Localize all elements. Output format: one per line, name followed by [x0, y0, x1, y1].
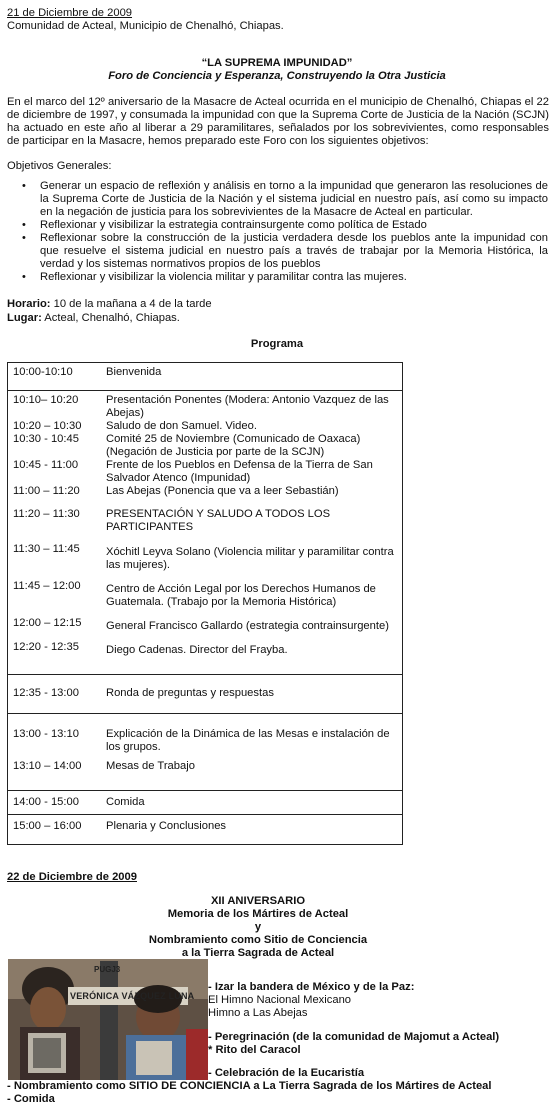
lugar-label: Lugar: — [7, 312, 42, 324]
objective-text: Reflexionar sobre la construcción de la justicia verdadera desde los pueblos ante la impunidad con que resuelve el sistema judicial en nuestro país a través de trabajar por la Memoria Histórica, la verdad y los sistemas normativos propios de los pueblos — [40, 232, 548, 270]
event-item: - Nombramiento como SITIO DE CONCIENCIA a La Tierra Sagrada de los Mártires de Acteal — [7, 1080, 492, 1092]
activity-cell: Diego Cadenas. Director del Frayba. — [106, 644, 288, 656]
objective-text: Generar un espacio de reflexión y análisis en torno a la impunidad que generaron las resoluciones de la Suprema Corte de Justicia de la Nación y el sistema judicial en nuestro país, así como su impacto en la negación de justicia para los sobrevivientes de la Masacre de Acteal en particular. — [40, 180, 548, 218]
activity-cell: Comité 25 de Noviembre (Comunicado de Oaxaca) (Negación de Justicia por parte de la SCJN) — [106, 433, 361, 458]
time-cell: 15:00 – 16:00 — [13, 820, 82, 832]
objective-text: Reflexionar y visibilizar la estrategia contrainsurgente como política de Estado — [40, 219, 427, 231]
time-cell: 11:30 – 11:45 — [13, 543, 80, 555]
event-item: - Celebración de la Eucaristía — [208, 1067, 365, 1079]
activity-cell: Las Abejas (Ponencia que va a leer Sebastián) — [106, 485, 339, 497]
time-cell: 10:10– 10:20 — [13, 394, 79, 406]
activity-cell: Xóchitl Leyva Solano (Violencia militar y paramilitar contra las mujeres). — [106, 546, 394, 571]
bullet-icon: • — [22, 219, 26, 231]
event-item: - Comida — [7, 1093, 55, 1105]
program-table — [7, 362, 403, 845]
bullet-icon: • — [22, 180, 26, 192]
photo-caption: VERÓNICA VÁZQUEZ LUNA — [70, 991, 195, 1001]
date-heading: 21 de Diciembre de 2009 — [7, 7, 133, 19]
activity-cell: Explicación de la Dinámica de las Mesas e instalación de los grupos. — [106, 728, 390, 753]
horario-label: Horario: — [7, 298, 51, 310]
time-cell: 13:10 – 14:00 — [13, 760, 82, 772]
activity-cell: Presentación Ponentes (Modera: Antonio Vazquez de las Abejas) — [106, 394, 389, 419]
time-cell: 10:45 - 11:00 — [13, 459, 79, 471]
time-cell: 13:00 - 13:10 — [13, 728, 79, 740]
time-cell: 10:00-10:10 — [13, 366, 73, 378]
anniversary-title-line: XII ANIVERSARIO — [210, 895, 306, 907]
forum-subtitle: Foro de Conciencia y Esperanza, Construyendo la Otra Justicia — [108, 70, 446, 82]
date-heading-2: 22 de Diciembre de 2009 — [7, 871, 137, 883]
table-row — [8, 815, 403, 845]
anniversary-title-line: Nombramiento como Sitio de Conciencia — [148, 934, 368, 946]
event-item: * Rito del Caracol — [208, 1044, 301, 1056]
horario-line — [7, 298, 212, 311]
event-item: - Izar la bandera de México y de la Paz: — [208, 981, 415, 993]
bullet-icon: • — [22, 271, 26, 283]
time-cell: 12:20 - 12:35 — [13, 641, 79, 653]
time-cell: 14:00 - 15:00 — [13, 796, 79, 808]
time-cell: 11:00 – 11:20 — [13, 485, 80, 497]
activity-cell: Centro de Acción Legal por los Derechos Humanos de Guatemala. (Trabajo por la Memoria Histórica) — [106, 583, 376, 608]
table-row — [8, 791, 403, 815]
time-cell: 11:20 – 11:30 — [13, 508, 80, 520]
program-cell — [8, 815, 403, 845]
activity-cell: PRESENTACIÓN Y SALUDO A TODOS LOS PARTICIPANTES — [106, 508, 331, 533]
time-cell: 12:35 - 13:00 — [13, 687, 79, 699]
activity-cell: Saludo de don Samuel. Video. — [106, 420, 257, 432]
objectives-list — [20, 180, 548, 284]
objective-item — [20, 219, 548, 232]
time-cell: 11:45 – 12:00 — [13, 580, 81, 592]
activity-cell: Plenaria y Conclusiones — [106, 820, 227, 832]
anniversary-title — [58, 895, 458, 960]
objective-item — [20, 232, 548, 271]
activity-cell: Ronda de preguntas y respuestas — [106, 687, 274, 699]
activity-cell: Frente de los Pueblos en Defensa de la Tierra de San Salvador Atenco (Impunidad) — [106, 459, 373, 484]
program-cell — [8, 675, 403, 714]
anniversary-title-line: a la Tierra Sagrada de Acteal — [181, 947, 335, 959]
table-row — [8, 391, 403, 675]
time-cell: 10:30 - 10:45 — [13, 433, 79, 445]
activity-cell: Mesas de Trabajo — [106, 760, 195, 772]
place-line: Comunidad de Acteal, Municipio de Chenalhó, Chiapas. — [7, 20, 284, 32]
objective-item — [20, 180, 548, 219]
objective-text: Reflexionar y visibilizar la violencia militar y paramilitar contra las mujeres. — [40, 271, 407, 283]
forum-title: “LA SUPREMA IMPUNIDAD” — [201, 57, 353, 69]
time-cell: 10:20 – 10:30 — [13, 420, 82, 432]
program-cell — [8, 714, 403, 791]
programa-heading: Programa — [250, 338, 304, 350]
event-item: El Himno Nacional Mexicano — [208, 994, 352, 1006]
bullet-icon: • — [22, 232, 26, 244]
horario-value: 10 de la mañana a 4 de la tarde — [50, 298, 212, 310]
activity-cell: Comida — [106, 796, 145, 808]
event-item: - Peregrinación (de la comunidad de Majomut a Acteal) — [208, 1031, 500, 1043]
program-cell — [8, 363, 403, 391]
objectives-heading: Objetivos Generales: — [7, 160, 112, 172]
intro-paragraph: En el marco del 12º aniversario de la Masacre de Acteal ocurrida en el municipio de Chenalhó, Chiapas el 22 de diciembre de 1997, y consumada la impunidad con que la Suprema Corte de Justicia de la Nación (SCJN) ha actuado en este año al liberar a 29 paramilitares, señalados por los sobrevivientes, como responsables de participar en la Masacre, hemos preparado este Foro con los siguientes objetivos: — [7, 96, 549, 147]
time-cell: 12:00 – 12:15 — [13, 617, 82, 629]
anniversary-title-line: Memoria de los Mártires de Acteal — [167, 908, 349, 920]
lugar-line — [7, 312, 180, 325]
program-cell — [8, 391, 403, 675]
table-row — [8, 714, 403, 791]
activity-cell: Bienvenida — [106, 366, 162, 378]
memorial-photo-image — [8, 959, 208, 1080]
objective-item — [20, 271, 548, 284]
table-row — [8, 363, 403, 391]
program-cell — [8, 791, 403, 815]
activity-cell: General Francisco Gallardo (estrategia contrainsurgente) — [106, 620, 389, 632]
table-row — [8, 675, 403, 714]
lugar-value: Acteal, Chenalhó, Chiapas. — [41, 312, 180, 324]
anniversary-title-line: y — [254, 921, 262, 933]
memorial-photo — [8, 959, 208, 1080]
photo-caption-top: PUGJ3 — [94, 965, 121, 974]
event-item: Himno a Las Abejas — [208, 1007, 308, 1019]
